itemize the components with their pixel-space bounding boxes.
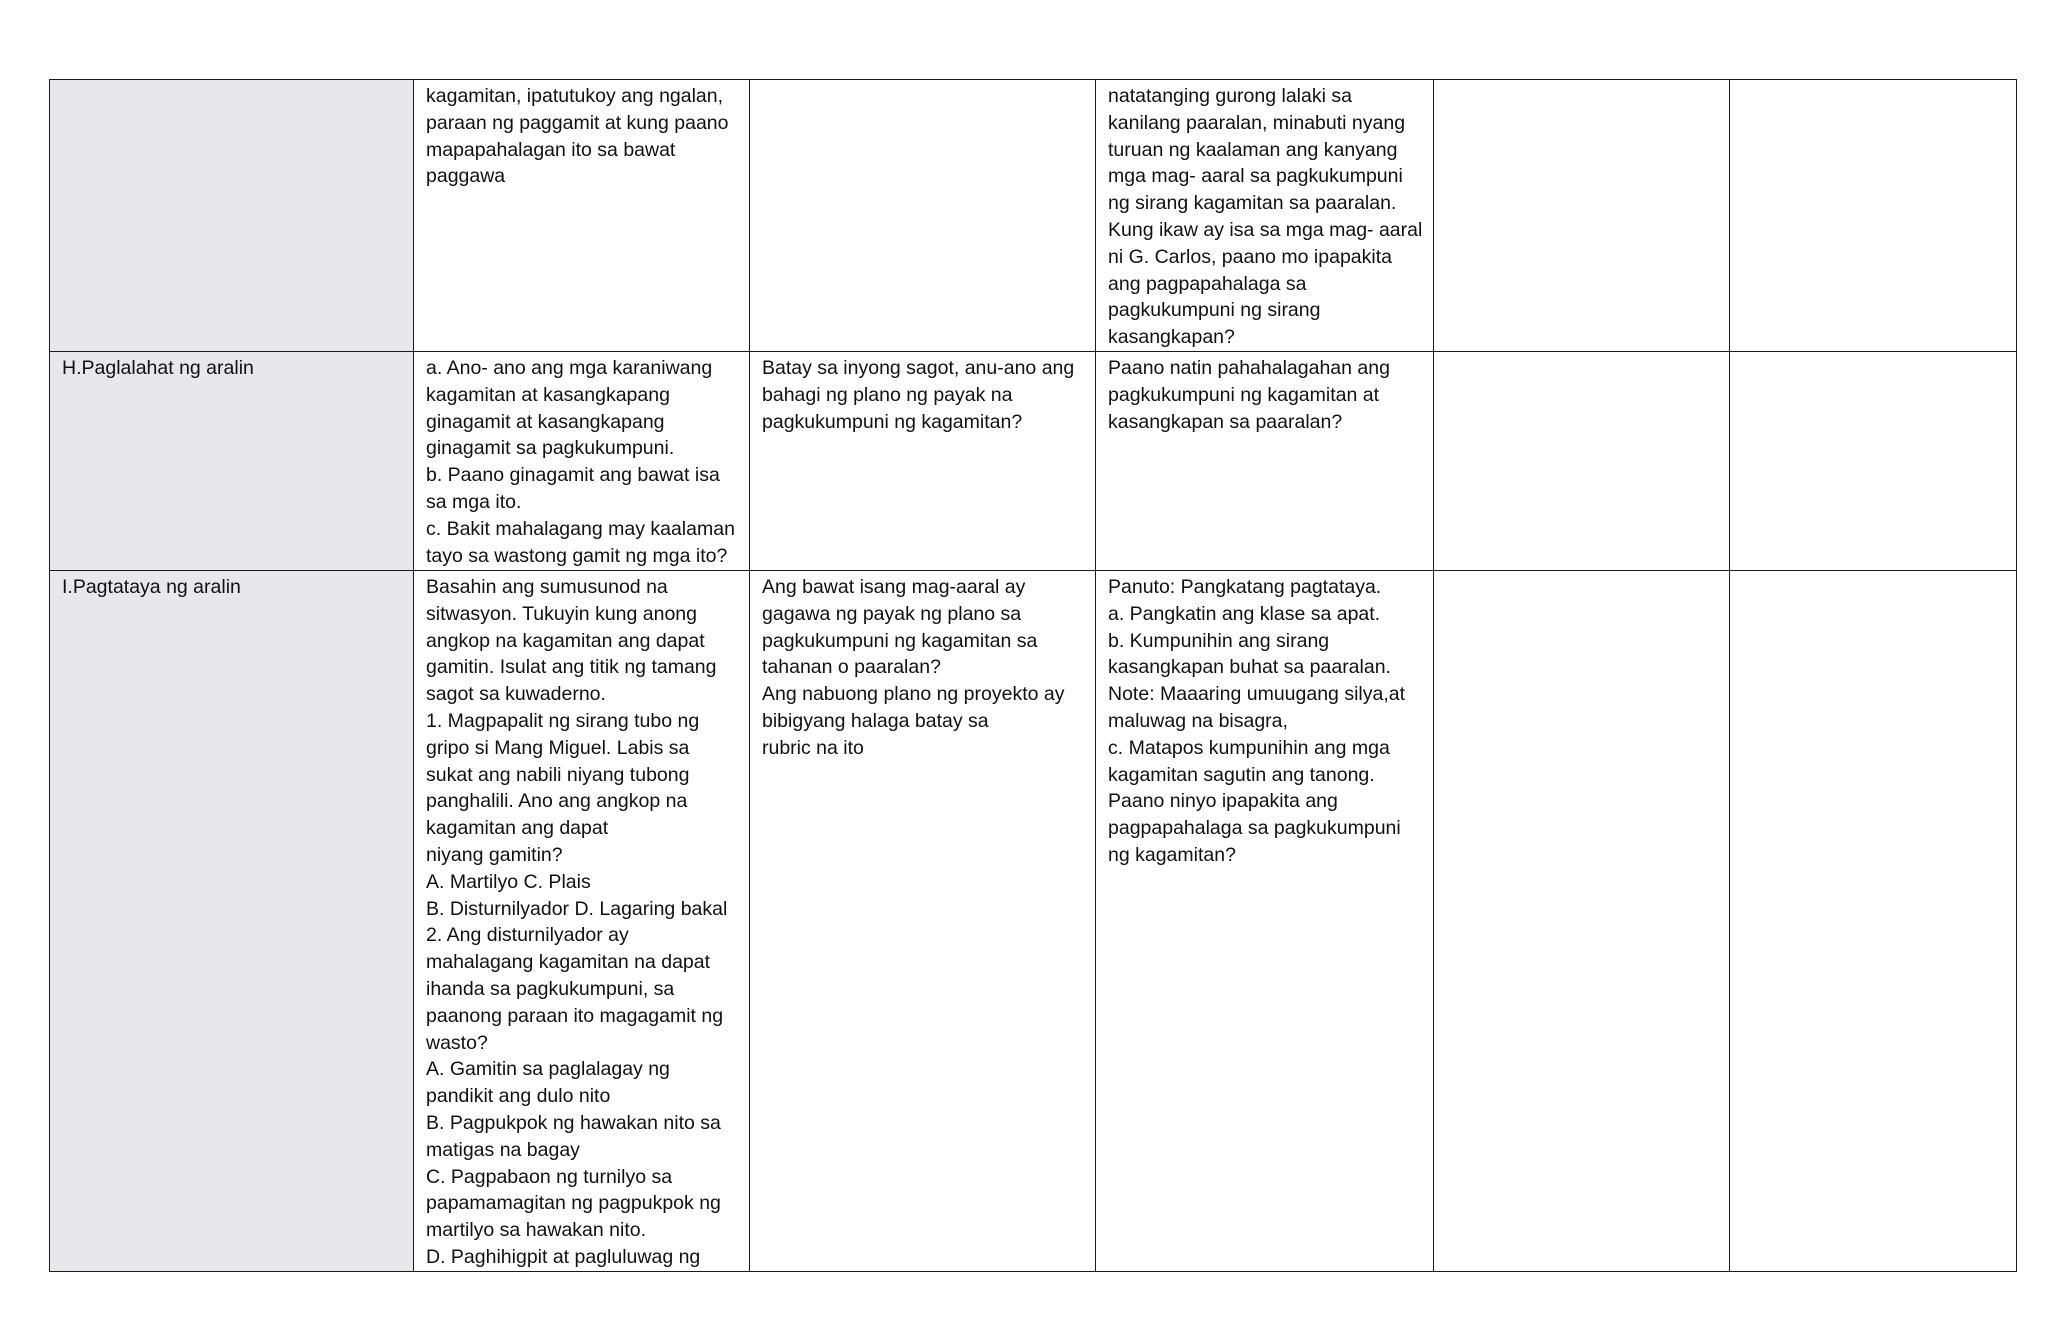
cell-text-line: B. Pagpukpok ng hawakan nito sa xyxy=(426,1111,721,1134)
cell-text-line: pandikit ang dulo nito xyxy=(426,1085,611,1108)
cell-text-line: Ang bawat isang mag-aaral ay xyxy=(762,576,1026,598)
cell-text-line: kagamitan ang dapat xyxy=(426,817,609,840)
table-row xyxy=(50,352,2017,571)
cell-text-line: wasto? xyxy=(426,1031,488,1054)
cell-text-line: gripo si Mang Miguel. Labis sa xyxy=(426,736,690,759)
cell-text-line: ang pagpapahalaga sa xyxy=(1108,272,1307,295)
cell-text-line: angkop na kagamitan ang dapat xyxy=(426,629,705,652)
cell-text-line: b. Kumpunihin ang sirang xyxy=(1108,629,1330,652)
cell-text-line: kagamitan at kasangkapang xyxy=(426,383,670,406)
cell-text-line: sagot sa kuwaderno. xyxy=(426,683,606,706)
cell-text-line: bahagi ng plano ng payak na xyxy=(762,383,1013,406)
content-cell xyxy=(1434,352,1730,571)
content-cell xyxy=(1096,80,1434,352)
row-label-cell xyxy=(50,571,414,1272)
content-cell xyxy=(1096,571,1434,1272)
content-cell xyxy=(1434,571,1730,1272)
cell-text-line: a. Ano- ano ang mga karaniwang xyxy=(426,357,713,379)
cell-text-line: gamitin. Isulat ang titik ng tamang xyxy=(426,656,717,679)
content-cell xyxy=(1730,352,2017,571)
cell-text-line: mahalagang kagamitan na dapat xyxy=(426,951,711,974)
content-cell xyxy=(414,571,750,1272)
row-label-cell xyxy=(50,80,414,352)
cell-text-line: paraan ng paggamit at kung paano xyxy=(426,111,729,134)
cell-text-line: mapapahalagan ito sa bawat xyxy=(426,138,676,161)
cell-text-line: A. Gamitin sa paglalagay ng xyxy=(426,1058,670,1081)
cell-text-line: paggawa xyxy=(426,165,506,188)
lesson-plan-table xyxy=(49,79,2017,1272)
cell-text-line: kasangkapan sa paaralan? xyxy=(1108,410,1343,433)
cell-text-line: rubric na ito xyxy=(762,736,864,759)
content-cell xyxy=(1096,352,1434,571)
cell-text-line: c. Bakit mahalagang may kaalaman xyxy=(426,517,735,540)
cell-text-line: Panuto: Pangkatang pagtataya. xyxy=(1108,576,1382,598)
cell-text-line: Kung ikaw ay isa sa mga mag- aaral xyxy=(1108,218,1423,241)
content-cell xyxy=(414,352,750,571)
cell-text-line: sitwasyon. Tukuyin kung anong xyxy=(426,602,698,625)
content-cell xyxy=(414,80,750,352)
cell-text-line: pagkukumpuni ng sirang xyxy=(1108,299,1321,322)
cell-text-line: Paano natin pahahalagahan ang xyxy=(1108,357,1390,379)
cell-text-line: pagpapahalaga sa pagkukumpuni xyxy=(1108,817,1401,840)
content-cell xyxy=(1730,80,2017,352)
cell-text-line: a. Pangkatin ang klase sa apat. xyxy=(1108,602,1381,625)
content-cell xyxy=(1434,80,1730,352)
content-cell xyxy=(1730,571,2017,1272)
cell-text-line: Batay sa inyong sagot, anu-ano ang xyxy=(762,357,1075,379)
content-cell xyxy=(750,352,1096,571)
table-row xyxy=(50,571,2017,1272)
cell-text-line: kagamitan sagutin ang tanong. xyxy=(1108,763,1375,786)
cell-text-line: ng sirang kagamitan sa paaralan. xyxy=(1108,192,1397,215)
cell-text-line: pagkukumpuni ng kagamitan? xyxy=(762,410,1023,433)
content-cell xyxy=(750,80,1096,352)
cell-text-line: kagamitan, ipatutukoy ang ngalan, xyxy=(426,85,724,107)
content-cell xyxy=(750,571,1096,1272)
cell-text-line: bibigyang halaga batay sa xyxy=(762,709,989,732)
cell-text-line: maluwag na bisagra, xyxy=(1108,709,1288,732)
cell-text-line: matigas na bagay xyxy=(426,1138,580,1161)
cell-text-line: ihanda sa pagkukumpuni, sa xyxy=(426,977,675,1000)
cell-text-line: Note: Maaaring umuugang silya,at xyxy=(1108,683,1406,706)
table-row xyxy=(50,80,2017,352)
cell-text-line: panghalili. Ano ang angkop na xyxy=(426,790,688,813)
row-label: H.Paglalahat ng aralin xyxy=(62,357,254,379)
cell-text-line: c. Matapos kumpunihin ang mga xyxy=(1108,736,1390,759)
cell-text-line: B. Disturnilyador D. Lagaring bakal xyxy=(426,897,728,920)
cell-text-line: D. Paghihigpit at pagluluwag ng xyxy=(426,1245,701,1268)
cell-text-line: mga mag- aaral sa pagkukumpuni xyxy=(1108,165,1403,188)
cell-text-line: kasangkapan? xyxy=(1108,326,1235,349)
cell-text-line: kasangkapan buhat sa paaralan. xyxy=(1108,656,1391,679)
cell-text-line: niyang gamitin? xyxy=(426,843,563,866)
cell-text-line: Basahin ang sumusunod na xyxy=(426,576,668,598)
row-label-cell xyxy=(50,352,414,571)
cell-text-line: tayo sa wastong gamit ng mga ito? xyxy=(426,544,728,567)
cell-text-line: kanilang paaralan, minabuti nyang xyxy=(1108,111,1406,134)
cell-text-line: paanong paraan ito magagamit ng xyxy=(426,1004,724,1027)
cell-text-line: ginagamit sa pagkukumpuni. xyxy=(426,437,675,460)
cell-text-line: tahanan o paaralan? xyxy=(762,656,941,679)
cell-text-line: A. Martilyo C. Plais xyxy=(426,870,591,893)
cell-text-line: b. Paano ginagamit ang bawat isa xyxy=(426,464,720,487)
cell-text-line: C. Pagpabaon ng turnilyo sa xyxy=(426,1165,673,1188)
cell-text-line: papamamagitan ng pagpukpok ng xyxy=(426,1192,721,1215)
cell-text-line: natatanging gurong lalaki sa xyxy=(1108,85,1352,107)
cell-text-line: turuan ng kaalaman ang kanyang xyxy=(1108,138,1398,161)
cell-text-line: pagkukumpuni ng kagamitan at xyxy=(1108,383,1380,406)
cell-text-line: Paano ninyo ipapakita ang xyxy=(1108,790,1338,813)
cell-text-line: sukat ang nabili niyang tubong xyxy=(426,763,690,786)
cell-text-line: 1. Magpapalit ng sirang tubo ng xyxy=(426,709,700,732)
cell-text-line: Ang nabuong plano ng proyekto ay xyxy=(762,683,1065,706)
cell-text-line: martilyo sa hawakan nito. xyxy=(426,1219,647,1242)
row-label: I.Pagtataya ng aralin xyxy=(62,576,241,598)
cell-text-line: gagawa ng payak ng plano sa xyxy=(762,602,1022,625)
cell-text-line: pagkukumpuni ng kagamitan sa xyxy=(762,629,1038,652)
cell-text-line: sa mga ito. xyxy=(426,490,522,513)
cell-text-line: 2. Ang disturnilyador ay xyxy=(426,924,629,947)
cell-text-line: ginagamit at kasangkapang xyxy=(426,410,665,433)
cell-text-line: ni G. Carlos, paano mo ipapakita xyxy=(1108,245,1392,268)
cell-text-line: ng kagamitan? xyxy=(1108,843,1236,866)
